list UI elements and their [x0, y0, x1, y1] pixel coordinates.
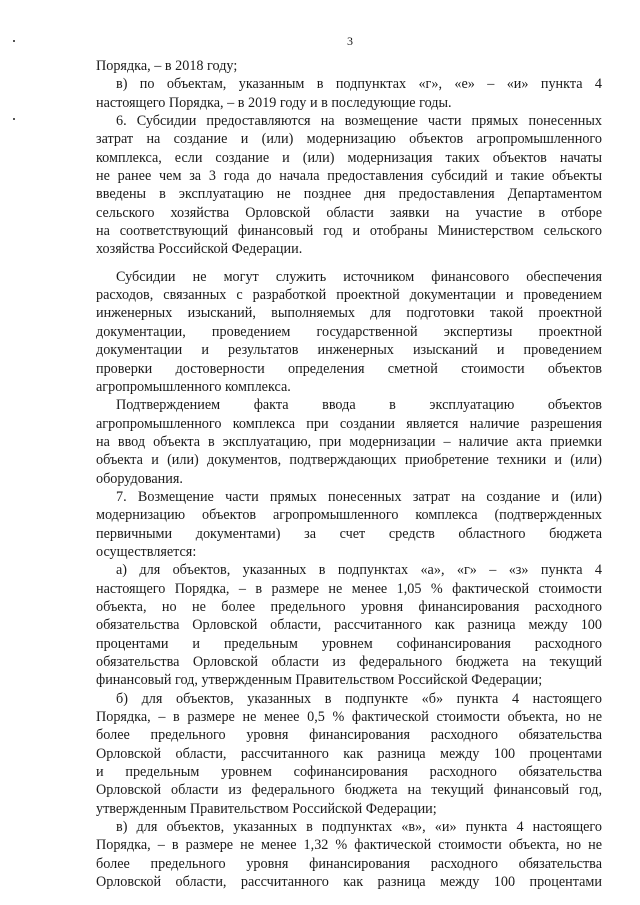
text-line: 6. Субсидии предоставляются на возмещение части прямых понесенных [116, 113, 602, 130]
text-line: осуществляется: [96, 543, 197, 560]
text-line: Порядка, – в размере не менее 0,5 % фактической стоимости объекта, но не [96, 709, 602, 726]
text-line: документации, проведением государственной экспертизы проектной [96, 323, 602, 340]
text-line: не ранее чем за 3 года до начала предоставления субсидий и такие объекты [96, 168, 602, 185]
text-line: агропромышленного комплекса при создании является наличие разрешения [96, 415, 602, 432]
document-body [96, 57, 602, 891]
scan-mark [13, 118, 15, 120]
text-line: модернизацию объектов агропромышленного комплекса (подтвержденных [96, 507, 602, 524]
text-line: введены в эксплуатацию не позднее дня предоставления Департаментом [96, 186, 602, 203]
text-line: затрат на создание и (или) модернизацию объектов агропромышленного [96, 131, 602, 148]
text-line: объекта и (или) документов, подтверждающих приобретение техники и (или) [96, 452, 602, 469]
text-line: Орловской области, рассчитанного как разница между 100 процентами [96, 745, 602, 762]
text-line: и предельным уровнем софинансирования расходного обязательства [96, 764, 602, 781]
text-line: более предельного уровня финансирования расходного обязательства [96, 855, 602, 872]
text-line: Субсидии не могут служить источником финансового обеспечения [116, 268, 602, 285]
text-line: документации и результатов инженерных изысканий и проведением [96, 342, 602, 359]
paragraph-gap [96, 259, 602, 268]
text-line: объекта, но не более предельного уровня финансирования расходного [96, 598, 602, 615]
text-line: агропромышленного комплекса. [96, 378, 291, 395]
text-line: комплекса, если создание и (или) модернизация таких объектов начаты [96, 149, 602, 166]
text-line: в) для объектов, указанных в подпунктах «в», «и» пункта 4 настоящего [116, 819, 602, 836]
text-line: инженерных изысканий, выполняемых для подготовки такой проектной [96, 305, 602, 322]
text-line: 7. Возмещение части прямых понесенных затрат на создание и (или) [116, 488, 602, 505]
text-line: утвержденным Правительством Российской Федерации; [96, 800, 437, 817]
text-line: хозяйства Российской Федерации. [96, 241, 303, 258]
text-line: Подтверждением факта ввода в эксплуатацию объектов [116, 397, 602, 414]
page-number: 3 [347, 34, 353, 48]
text-line: б) для объектов, указанных в подпункте «б» пункта 4 настоящего [116, 690, 602, 707]
text-line: а) для объектов, указанных в подпунктах «а», «г» – «з» пункта 4 [116, 562, 602, 579]
text-line: проверки достоверности определения сметной стоимости объектов [96, 360, 602, 377]
text-line: финансовый год, утвержденным Правительством Российской Федерации; [96, 672, 543, 689]
text-line: Орловской области, рассчитанного как разница между 100 процентами [96, 874, 602, 891]
text-line: сельского хозяйства Орловской области заявки на участие в отборе [96, 204, 602, 221]
text-line: процентами и предельным уровнем софинансирования расходного [96, 635, 602, 652]
text-line: оборудования. [96, 470, 183, 487]
text-line: Порядка, – в размере не менее 1,32 % фактической стоимости объекта, но не [96, 837, 602, 854]
text-line: первичными документами) за счет средств областного бюджета [96, 525, 602, 542]
text-line: более предельного уровня финансирования расходного обязательства [96, 727, 602, 744]
text-line: обязательства Орловской области, рассчитанного как разница между 100 [96, 617, 602, 634]
text-line: в) по объектам, указанным в подпунктах «г», «е» – «и» пункта 4 [116, 76, 602, 93]
text-line: на ввод объекта в эксплуатацию, при модернизации – наличие акта приемки [96, 433, 602, 450]
text-line: настоящего Порядка, – в 2019 году и в последующие годы. [96, 94, 452, 111]
text-line: обязательства Орловской области из федерального бюджета на текущий [96, 654, 602, 670]
text-line: настоящего Порядка, – в размере не менее 1,05 % фактической стоимости [96, 580, 602, 597]
text-line: расходов, связанных с разработкой проектной документации и проведением [96, 287, 602, 304]
text-line: на соответствующий финансовый год и отобраны Министерством сельского [96, 223, 602, 240]
text-line: Порядка, – в 2018 году; [96, 58, 238, 74]
text-line: Орловской области из федерального бюджета на текущий финансовый год, [96, 782, 602, 799]
